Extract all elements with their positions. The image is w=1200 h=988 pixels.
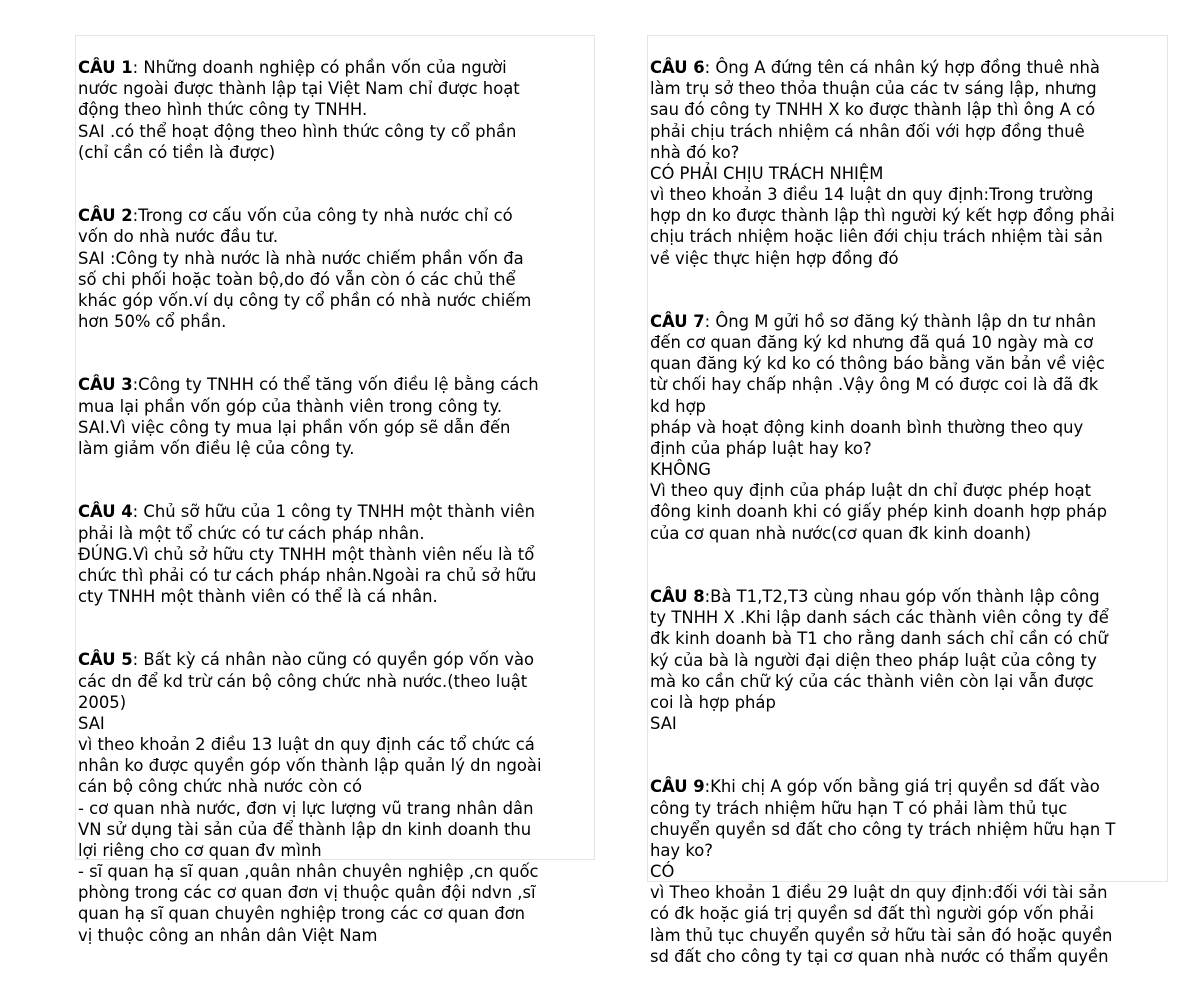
question-7 (650, 311, 1167, 544)
left-text-column (75, 35, 595, 945)
question-text: : Ông A đứng tên cá nhân ký hợp đồng thuê nhà làm trụ sở theo thỏa thuận của các tv sáng lập, nhưng sau đó công ty TNHH X ko được thành lập thì ông A có phải chịu trách nhiệm cá nhân đối với hợp đồng thuê nhà đó ko? CÓ PHẢI CHỊU TRÁCH NHIỆM vì theo khoản 3 điều 14 luật dn quy định:Trong trường hợp dn ko được thành lập thì người ký kết hợp đồng phải chịu trách nhiệm hoặc liên đới chịu trách nhiệm tài sản về việc thực hiện hợp đồng đó (650, 58, 1115, 268)
question-label: CÂU 9 (650, 777, 705, 797)
question-3 (78, 374, 594, 459)
question-text: : Bất kỳ cá nhân nào cũng có quyền góp vốn vào các dn để kd trừ cán bộ công chức nhà nước.(theo luật 2005) SAI vì theo khoản 2 điều 13 luật dn quy định các tổ chức cá nhân ko được quyền góp vốn thành lập quản lý dn ngoài cán bộ công chức nhà nước còn có - cơ quan nhà nước, đơn vị lực lượng vũ trang nhân dân VN sử dụng tài sản của để thành lập dn kinh doanh thu lợi riêng cho cơ quan đv mình - sĩ quan hạ sĩ quan ,quân nhân chuyên nghiệp ,cn quốc phòng trong các cơ quan đơn vị thuộc quân đội ndvn ,sĩ quan hạ sĩ quan chuyên nghiệp trong các cơ quan đơn vị thuộc công an nhân dân Việt Nam (78, 650, 542, 945)
question-text: :Trong cơ cấu vốn của công ty nhà nước chỉ có vốn do nhà nước đầu tư. SAI :Công ty nhà nước là nhà nước chiếm phần vốn đa số chi phối hoặc toàn bộ,do đó vẫn còn ó các chủ thể khác góp vốn.ví dụ công ty cổ phần có nhà nước chiếm hơn 50% cổ phần. (78, 206, 532, 332)
question-text: :Công ty TNHH có thể tăng vốn điều lệ bằng cách mua lại phần vốn góp của thành viên trong công ty. SAI.Vì việc công ty mua lại phần vốn góp sẽ dẫn đến làm giảm vốn điều lệ của công ty. (78, 375, 539, 458)
question-8 (650, 586, 1167, 734)
question-label: CÂU 5 (78, 650, 133, 670)
question-text: :Khi chị A góp vốn bằng giá trị quyền sd đất vào công ty trách nhiệm hữu hạn T có phải làm thủ tục chuyển quyền sd đất cho công ty trách nhiệm hữu hạn T hay ko? CÓ vì Theo khoản 1 điều 29 luật dn quy định:đối với tài sản có đk hoặc giá trị quyền sd đất thì người góp vốn phải làm thủ tục chuyển quyền sở hữu tài sản đó hoặc quyền sd đất cho công ty tại cơ quan nhà nước có thẩm quyền (650, 777, 1116, 966)
question-text: : Chủ sỡ hữu của 1 công ty TNHH một thành viên phải là một tổ chức có tư cách pháp nhân. ĐÚNG.Vì chủ sở hữu cty TNHH một thành viên nếu là tổ chức thì phải có tư cách pháp nhân.Ngoài ra chủ sở hữu cty TNHH một thành viên có thể là cá nhân. (78, 502, 537, 607)
question-label: CÂU 4 (78, 502, 133, 522)
question-text: : Những doanh nghiệp có phần vốn của người nước ngoài được thành lập tại Việt Nam chỉ được hoạt động theo hình thức công ty TNHH. SAI .có thể hoạt động theo hình thức công ty cổ phần (chỉ cần có tiền là được) (78, 58, 520, 162)
question-label: CÂU 6 (650, 58, 705, 78)
question-text: : Ông M gửi hồ sơ đăng ký thành lập dn tư nhân đến cơ quan đăng ký kd nhưng đã quá 10 ngày mà cơ quan đăng ký kd ko có thông báo bằng văn bản về việc từ chối hay chấp nhận .Vậy ông M có được coi là đã đk kd hợp pháp và hoạt động kinh doanh bình thường theo quy định của pháp luật hay ko? KHÔNG Vì theo quy định của pháp luật dn chỉ được phép hoạt đông kinh doanh khi có giấy phép kinh doanh hợp pháp của cơ quan nhà nước(cơ quan đk kinh doanh) (650, 312, 1107, 543)
question-label: CÂU 8 (650, 587, 705, 607)
question-label: CÂU 1 (78, 58, 133, 78)
right-text-column (647, 35, 1168, 966)
question-4 (78, 501, 594, 607)
question-1 (78, 57, 594, 163)
question-5 (78, 649, 594, 945)
question-text: :Bà T1,T2,T3 cùng nhau góp vốn thành lập công ty TNHH X .Khi lập danh sách các thành viên công ty để đk kinh doanh bà T1 cho rằng danh sách chỉ cần có chữ ký của bà là người đại diện theo pháp luật của công ty mà ko cần chữ ký của các thành viên còn lại vẫn được coi là hợp pháp SAI (650, 587, 1109, 733)
question-label: CÂU 3 (78, 375, 133, 395)
question-9 (650, 776, 1167, 966)
question-6 (650, 57, 1167, 269)
question-2 (78, 205, 594, 332)
question-label: CÂU 2 (78, 206, 133, 226)
question-label: CÂU 7 (650, 312, 705, 332)
